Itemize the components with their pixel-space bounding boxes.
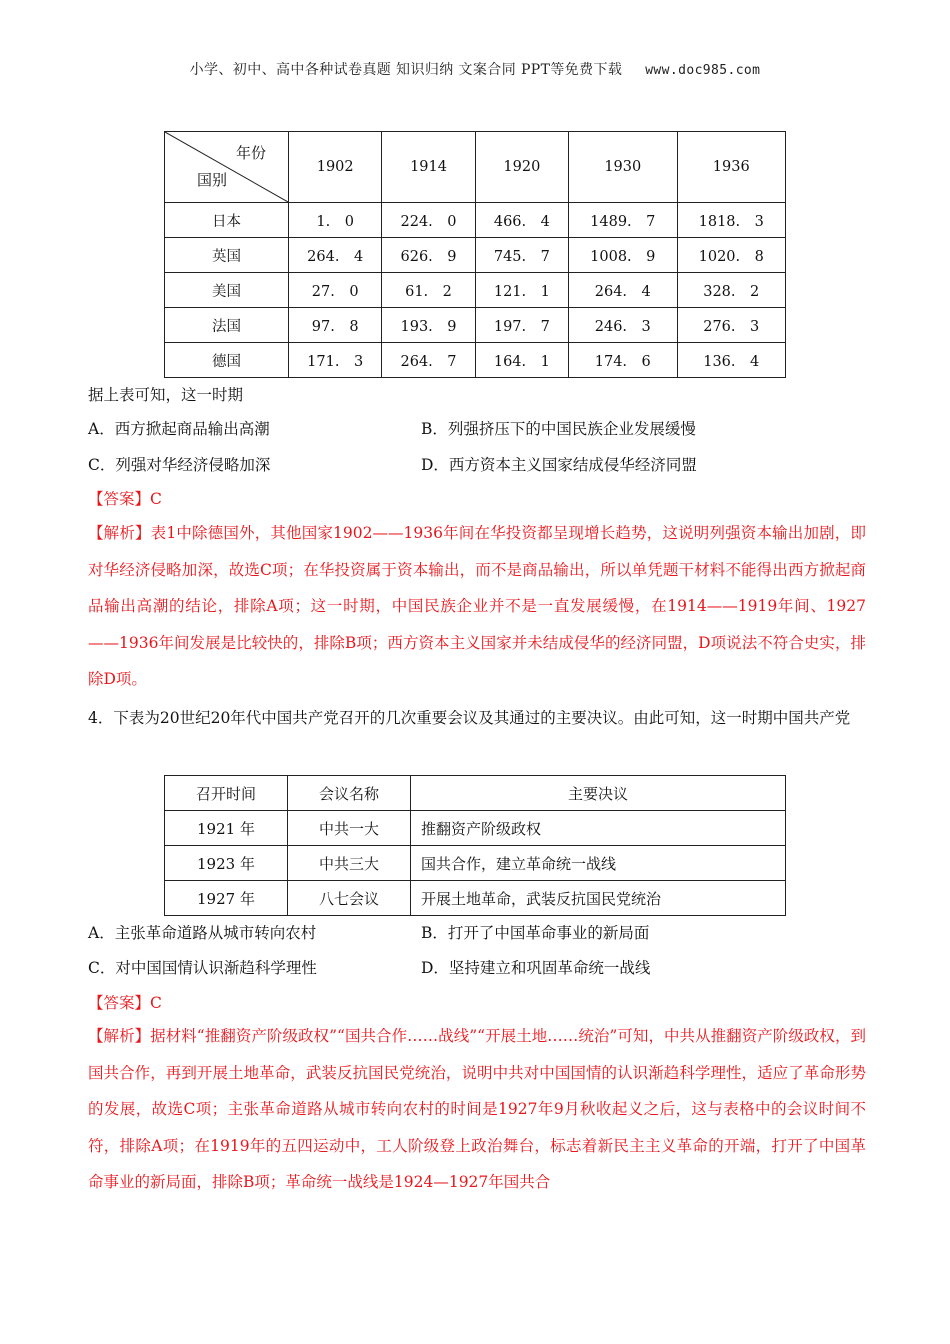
value-cell: 264. 4	[289, 238, 382, 273]
year-header: 1902	[289, 132, 382, 203]
decision-cell: 国共合作，建立革命统一战线	[411, 846, 786, 881]
decision-cell: 推翻资产阶级政权	[411, 811, 786, 846]
q4-stem: 4．下表为20世纪20年代中国共产党召开的几次重要会议及其通过的主要决议。由此可知，这一时期中国共产党	[88, 709, 851, 727]
value-cell: 1489. 7	[569, 203, 677, 238]
q4-option-b: B．打开了中国革命事业的新局面	[421, 924, 650, 942]
country-cell: 德国	[165, 343, 289, 378]
table-row	[165, 811, 786, 846]
value-cell: 745. 7	[475, 238, 568, 273]
analysis-text: 表1中除德国外，其他国家1902——1936年间在华投资都呈现增长趋势，这说明列强资本输出加剧，即对华经济侵略加深，故选C项；在华投资属于资本输出，而不是商品输出，所以单凭题干材料不能得出西方掀起商品输出高潮的结论，排除A项；这一时期，中国民族企业并不是一直发展缓慢，在1914——1919年间、1927——1936年间发展是比较快的，排除B项；西方资本主义国家并未结成侵华的经济同盟，D项说法不符合史实，排除D项。	[88, 524, 866, 689]
q3-option-c: C．列强对华经济侵略加深	[88, 456, 271, 474]
table-row	[165, 846, 786, 881]
value-cell: 246. 3	[569, 308, 677, 343]
q3-answer	[88, 487, 162, 509]
corner-country-label: 国别	[197, 171, 228, 189]
table-corner-cell	[165, 132, 289, 203]
q4-answer	[88, 991, 162, 1013]
corner-diagonal	[165, 132, 288, 202]
country-cell: 美国	[165, 273, 289, 308]
header-text: 小学、初中、高中各种试卷真题 知识归纳 文案合同 PPT等免费下载	[189, 62, 623, 78]
q3-option-b: B．列强挤压下的中国民族企业发展缓慢	[421, 420, 696, 438]
country-cell: 法国	[165, 308, 289, 343]
value-cell: 1818. 3	[677, 203, 786, 238]
q3-stem-end: 据上表可知，这一时期	[88, 386, 244, 404]
table-row	[165, 881, 786, 916]
col-header: 召开时间	[165, 776, 288, 811]
decision-cell: 开展土地革命，武装反抗国民党统治	[411, 881, 786, 916]
col-header: 主要决议	[411, 776, 786, 811]
year-header: 1920	[475, 132, 568, 203]
q3-analysis	[88, 515, 866, 698]
country-cell: 日本	[165, 203, 289, 238]
analysis-label: 【解析】	[88, 1027, 151, 1045]
analysis-text: 据材料“推翻资产阶级政权”“国共合作……战线”“开展土地……统治”可知，中共从推翻资产阶级政权，到国共合作，再到开展土地革命，武装反抗国民党统治，说明中共对中国国情的认识渐趋科学理性，适应了革命形势的发展，故选C项；主张革命道路从城市转向农村的时间是1927年9月秋收起义之后，这与表格中的会议时间不符，排除A项；在1919年的五四运动中，工人阶级登上政治舞台，标志着新民主主义革命的开端，打开了中国革命事业的新局面，排除B项；革命统一战线是1924—1927年国共合	[88, 1027, 866, 1192]
analysis-label: 【解析】	[88, 524, 151, 542]
value-cell: 174. 6	[569, 343, 677, 378]
q4-option-c: C．对中国国情认识渐趋科学理性	[88, 959, 317, 977]
table-row	[165, 238, 786, 273]
value-cell: 193. 9	[382, 308, 475, 343]
answer-label: 【答案】	[88, 994, 151, 1012]
table-row	[165, 273, 786, 308]
value-cell: 1. 0	[289, 203, 382, 238]
value-cell: 197. 7	[475, 308, 568, 343]
q4-option-d: D．坚持建立和巩固革命统一战线	[421, 959, 651, 977]
value-cell: 264. 4	[569, 273, 677, 308]
q4-analysis	[88, 1018, 866, 1201]
q3-option-a: A．西方掀起商品输出高潮	[88, 420, 270, 438]
value-cell: 466. 4	[475, 203, 568, 238]
value-cell: 626. 9	[382, 238, 475, 273]
meeting-cell: 八七会议	[288, 881, 411, 916]
value-cell: 171. 3	[289, 343, 382, 378]
table-row	[165, 308, 786, 343]
col-header: 会议名称	[288, 776, 411, 811]
answer-label: 【答案】	[88, 490, 151, 508]
year-cell: 1923 年	[165, 846, 288, 881]
investment-table	[164, 131, 786, 378]
table-row	[165, 343, 786, 378]
value-cell: 224. 0	[382, 203, 475, 238]
table-row	[165, 203, 786, 238]
country-cell: 英国	[165, 238, 289, 273]
value-cell: 121. 1	[475, 273, 568, 308]
diagonal-line	[165, 132, 288, 202]
q4-option-a: A．主张革命道路从城市转向农村	[88, 924, 317, 942]
value-cell: 61. 2	[382, 273, 475, 308]
year-cell: 1921 年	[165, 811, 288, 846]
header-url[interactable]: www.doc985.com	[645, 63, 761, 78]
value-cell: 164. 1	[475, 343, 568, 378]
answer-value: C	[150, 490, 162, 508]
year-header: 1914	[382, 132, 475, 203]
value-cell: 27. 0	[289, 273, 382, 308]
value-cell: 328. 2	[677, 273, 786, 308]
value-cell: 276. 3	[677, 308, 786, 343]
year-header: 1936	[677, 132, 786, 203]
answer-value: C	[150, 994, 162, 1012]
meeting-cell: 中共三大	[288, 846, 411, 881]
value-cell: 97. 8	[289, 308, 382, 343]
year-cell: 1927 年	[165, 881, 288, 916]
page-header	[0, 59, 950, 79]
meeting-cell: 中共一大	[288, 811, 411, 846]
value-cell: 136. 4	[677, 343, 786, 378]
value-cell: 1020. 8	[677, 238, 786, 273]
year-header: 1930	[569, 132, 677, 203]
meetings-table	[164, 775, 786, 916]
value-cell: 264. 7	[382, 343, 475, 378]
corner-year-label: 年份	[235, 144, 266, 162]
q3-option-d: D．西方资本主义国家结成侵华经济同盟	[421, 456, 697, 474]
value-cell: 1008. 9	[569, 238, 677, 273]
